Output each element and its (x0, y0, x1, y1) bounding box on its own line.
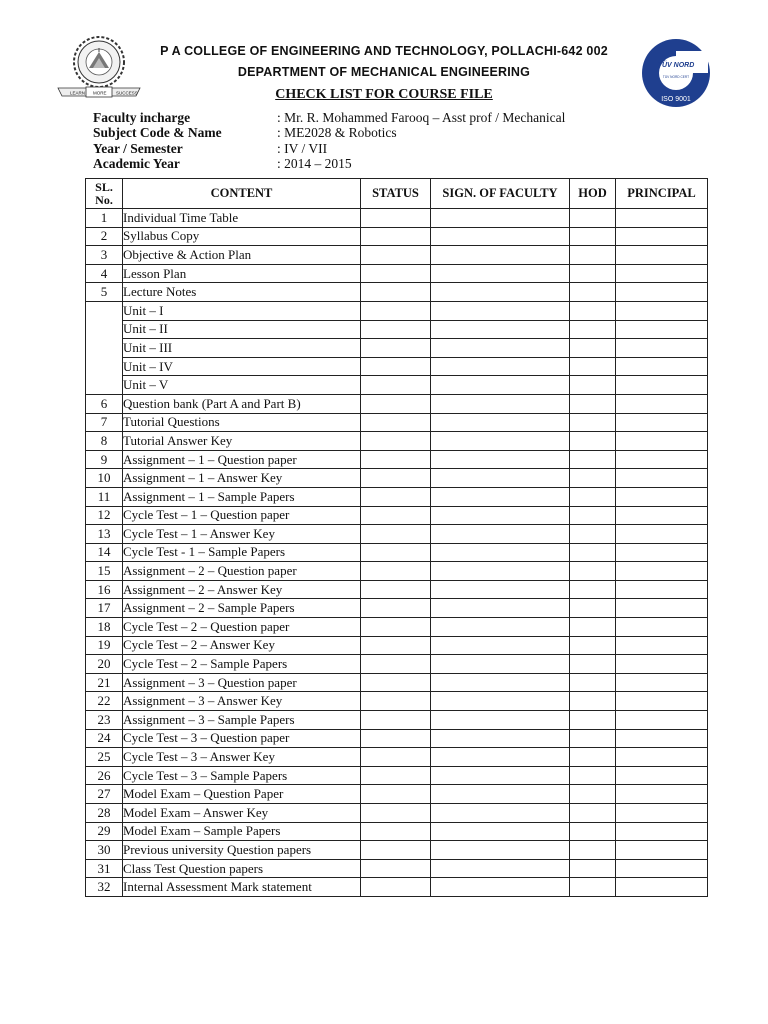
ribbon-word-3: SUCCESS (116, 90, 138, 96)
content-cell: Unit – I (123, 301, 361, 320)
status-cell (361, 785, 431, 804)
sl-no-cell: 25 (86, 748, 123, 767)
hod-cell (570, 766, 616, 785)
status-cell (361, 450, 431, 469)
principal-cell (616, 376, 708, 395)
table-row (86, 506, 708, 525)
sl-no-cell: 26 (86, 766, 123, 785)
header-status: STATUS (361, 179, 431, 209)
info-value: : ME2028 & Robotics (277, 125, 397, 141)
sign-faculty-cell (431, 413, 570, 432)
hod-cell (570, 301, 616, 320)
content-cell: Cycle Test – 3 – Question paper (123, 729, 361, 748)
hod-cell (570, 450, 616, 469)
content-cell: Class Test Question papers (123, 859, 361, 878)
table-row (86, 618, 708, 637)
hod-cell (570, 599, 616, 618)
info-row-year-semester (93, 141, 693, 156)
table-row (86, 766, 708, 785)
status-cell (361, 432, 431, 451)
principal-cell (616, 804, 708, 823)
sl-no-cell: 32 (86, 878, 123, 897)
principal-cell (616, 636, 708, 655)
table-row (86, 487, 708, 506)
sl-no-cell: 27 (86, 785, 123, 804)
status-cell (361, 618, 431, 637)
sign-faculty-cell (431, 841, 570, 860)
sl-no-cell: 18 (86, 618, 123, 637)
table-row (86, 450, 708, 469)
principal-cell (616, 357, 708, 376)
status-cell (361, 655, 431, 674)
hod-cell (570, 469, 616, 488)
table-row (86, 543, 708, 562)
cert-small-text: TÜV NORD CERT (662, 75, 690, 79)
hod-cell (570, 580, 616, 599)
principal-cell (616, 525, 708, 544)
table-row (86, 301, 708, 320)
sl-no-cell: 2 (86, 227, 123, 246)
status-cell (361, 711, 431, 730)
status-cell (361, 878, 431, 897)
content-cell: Unit – IV (123, 357, 361, 376)
table-header-row (86, 179, 708, 209)
status-cell (361, 599, 431, 618)
sign-faculty-cell (431, 878, 570, 897)
hod-cell (570, 673, 616, 692)
college-logo (56, 34, 142, 102)
sign-faculty-cell (431, 766, 570, 785)
hod-cell (570, 394, 616, 413)
header-principal: PRINCIPAL (616, 179, 708, 209)
document-title (150, 87, 618, 103)
sl-no-cell: 3 (86, 246, 123, 265)
hod-cell (570, 729, 616, 748)
table-row (86, 432, 708, 451)
department-name: DEPARTMENT OF MECHANICAL ENGINEERING (237, 65, 531, 79)
hod-cell (570, 636, 616, 655)
status-cell (361, 227, 431, 246)
hod-cell (570, 413, 616, 432)
status-cell (361, 673, 431, 692)
sign-faculty-cell (431, 339, 570, 358)
table-row (86, 562, 708, 581)
content-cell: Unit – II (123, 320, 361, 339)
sl-no-cell: 11 (86, 487, 123, 506)
table-row (86, 748, 708, 767)
sl-no-cell: 13 (86, 525, 123, 544)
sl-no-cell: 21 (86, 673, 123, 692)
principal-cell (616, 227, 708, 246)
status-cell (361, 506, 431, 525)
table-row (86, 320, 708, 339)
sl-no-cell: 19 (86, 636, 123, 655)
principal-cell (616, 209, 708, 228)
sign-faculty-cell (431, 320, 570, 339)
status-cell (361, 339, 431, 358)
hod-cell (570, 822, 616, 841)
content-cell: Internal Assessment Mark statement (123, 878, 361, 897)
principal-cell (616, 580, 708, 599)
hod-cell (570, 859, 616, 878)
ribbon-word-1: LEARN (70, 90, 86, 96)
status-cell (361, 301, 431, 320)
sign-faculty-cell (431, 506, 570, 525)
table-row (86, 413, 708, 432)
table-row (86, 246, 708, 265)
iso-cert-logo (638, 38, 714, 108)
sl-no-cell: 24 (86, 729, 123, 748)
principal-cell (616, 487, 708, 506)
sign-faculty-cell (431, 357, 570, 376)
hod-cell (570, 878, 616, 897)
table-row (86, 822, 708, 841)
principal-cell (616, 432, 708, 451)
content-cell: Lecture Notes (123, 283, 361, 302)
sign-faculty-cell (431, 804, 570, 823)
content-cell: Unit – III (123, 339, 361, 358)
info-value: : IV / VII (277, 140, 328, 156)
status-cell (361, 692, 431, 711)
table-row (86, 227, 708, 246)
status-cell (361, 729, 431, 748)
info-value: : Mr. R. Mohammed Farooq – Asst prof / Mechanical (277, 110, 566, 125)
content-cell: Assignment – 2 – Sample Papers (123, 599, 361, 618)
gear-emblem (74, 37, 124, 87)
principal-cell (616, 562, 708, 581)
content-cell: Cycle Test – 2 – Question paper (123, 618, 361, 637)
principal-cell (616, 618, 708, 637)
principal-cell (616, 543, 708, 562)
content-cell: Assignment – 3 – Sample Papers (123, 711, 361, 730)
hod-cell (570, 785, 616, 804)
hod-cell (570, 246, 616, 265)
header-sl-line2: No. (95, 192, 113, 207)
sign-faculty-cell (431, 729, 570, 748)
info-row-subject (93, 125, 693, 140)
sl-no-cell: 20 (86, 655, 123, 674)
sign-faculty-cell (431, 543, 570, 562)
sl-no-cell: 12 (86, 506, 123, 525)
table-row (86, 804, 708, 823)
sign-faculty-cell (431, 487, 570, 506)
header-content: CONTENT (123, 179, 361, 209)
table-row (86, 376, 708, 395)
principal-cell (616, 841, 708, 860)
hod-cell (570, 525, 616, 544)
sign-faculty-cell (431, 469, 570, 488)
info-label: Academic Year (93, 155, 180, 171)
table-row (86, 729, 708, 748)
sl-no-cell: 31 (86, 859, 123, 878)
content-cell: Assignment – 3 – Answer Key (123, 692, 361, 711)
principal-cell (616, 413, 708, 432)
content-cell: Cycle Test – 1 – Question paper (123, 506, 361, 525)
sign-faculty-cell (431, 599, 570, 618)
info-row-faculty (93, 110, 693, 125)
content-cell: Question bank (Part A and Part B) (123, 394, 361, 413)
hod-cell (570, 339, 616, 358)
table-row (86, 878, 708, 897)
hod-cell (570, 487, 616, 506)
checklist-table (85, 178, 708, 897)
status-cell (361, 376, 431, 395)
cert-iso-label: ISO 9001 (661, 96, 691, 103)
principal-cell (616, 469, 708, 488)
table-row (86, 209, 708, 228)
principal-cell (616, 599, 708, 618)
status-cell (361, 859, 431, 878)
header-sl-line1: SL. (95, 179, 113, 194)
hod-cell (570, 562, 616, 581)
status-cell (361, 394, 431, 413)
principal-cell (616, 655, 708, 674)
content-cell: Cycle Test - 1 – Sample Papers (123, 543, 361, 562)
table-row (86, 785, 708, 804)
sl-no-cell: 7 (86, 413, 123, 432)
sign-faculty-cell (431, 283, 570, 302)
sign-faculty-cell (431, 655, 570, 674)
principal-cell (616, 859, 708, 878)
sign-faculty-cell (431, 618, 570, 637)
content-cell: Assignment – 2 – Answer Key (123, 580, 361, 599)
principal-cell (616, 264, 708, 283)
principal-cell (616, 711, 708, 730)
content-cell: Individual Time Table (123, 209, 361, 228)
principal-cell (616, 878, 708, 897)
principal-cell (616, 785, 708, 804)
hod-cell (570, 320, 616, 339)
cert-brand: TÜV NORD (657, 62, 695, 69)
content-cell: Assignment – 3 – Question paper (123, 673, 361, 692)
sl-no-cell: 16 (86, 580, 123, 599)
sign-faculty-cell (431, 673, 570, 692)
status-cell (361, 562, 431, 581)
info-label: Subject Code & Name (93, 125, 222, 141)
status-cell (361, 264, 431, 283)
sl-no-cell: 15 (86, 562, 123, 581)
sl-no-cell: 22 (86, 692, 123, 711)
principal-cell (616, 506, 708, 525)
info-label: Faculty incharge (93, 110, 191, 125)
sl-no-cell (86, 301, 123, 394)
sl-no-cell: 1 (86, 209, 123, 228)
info-value: : 2014 – 2015 (277, 155, 352, 171)
content-cell: Assignment – 1 – Sample Papers (123, 487, 361, 506)
table-row (86, 841, 708, 860)
principal-cell (616, 394, 708, 413)
hod-cell (570, 655, 616, 674)
sl-no-cell: 6 (86, 394, 123, 413)
principal-cell (616, 320, 708, 339)
status-cell (361, 469, 431, 488)
status-cell (361, 413, 431, 432)
content-cell: Assignment – 1 – Question paper (123, 450, 361, 469)
status-cell (361, 636, 431, 655)
status-cell (361, 357, 431, 376)
sign-faculty-cell (431, 227, 570, 246)
course-info (93, 110, 693, 171)
sign-faculty-cell (431, 859, 570, 878)
table-row (86, 339, 708, 358)
status-cell (361, 246, 431, 265)
principal-cell (616, 729, 708, 748)
sign-faculty-cell (431, 580, 570, 599)
sl-no-cell: 28 (86, 804, 123, 823)
sign-faculty-cell (431, 209, 570, 228)
table-row (86, 636, 708, 655)
content-cell: Model Exam – Answer Key (123, 804, 361, 823)
header-hod: HOD (570, 179, 616, 209)
header-sign-faculty: SIGN. OF FACULTY (431, 179, 570, 209)
table-row (86, 580, 708, 599)
table-row (86, 673, 708, 692)
sign-faculty-cell (431, 785, 570, 804)
sign-faculty-cell (431, 822, 570, 841)
sl-no-cell: 4 (86, 264, 123, 283)
principal-cell (616, 748, 708, 767)
table-row (86, 525, 708, 544)
table-row (86, 692, 708, 711)
status-cell (361, 766, 431, 785)
sign-faculty-cell (431, 432, 570, 451)
principal-cell (616, 301, 708, 320)
document-title-text: CHECK LIST FOR COURSE FILE (275, 87, 493, 102)
content-cell: Syllabus Copy (123, 227, 361, 246)
principal-cell (616, 673, 708, 692)
principal-cell (616, 246, 708, 265)
table-row (86, 394, 708, 413)
sl-no-cell: 14 (86, 543, 123, 562)
hod-cell (570, 357, 616, 376)
sl-no-cell: 9 (86, 450, 123, 469)
content-cell: Cycle Test – 1 – Answer Key (123, 525, 361, 544)
sign-faculty-cell (431, 636, 570, 655)
sign-faculty-cell (431, 394, 570, 413)
status-cell (361, 525, 431, 544)
content-cell: Tutorial Questions (123, 413, 361, 432)
hod-cell (570, 804, 616, 823)
status-cell (361, 804, 431, 823)
principal-cell (616, 339, 708, 358)
sl-no-cell: 29 (86, 822, 123, 841)
status-cell (361, 283, 431, 302)
principal-cell (616, 692, 708, 711)
content-cell: Cycle Test – 2 – Answer Key (123, 636, 361, 655)
table-row (86, 283, 708, 302)
content-cell: Model Exam – Question Paper (123, 785, 361, 804)
content-cell: Unit – V (123, 376, 361, 395)
status-cell (361, 209, 431, 228)
hod-cell (570, 692, 616, 711)
table-row (86, 469, 708, 488)
sign-faculty-cell (431, 376, 570, 395)
hod-cell (570, 227, 616, 246)
hod-cell (570, 748, 616, 767)
hod-cell (570, 283, 616, 302)
content-cell: Lesson Plan (123, 264, 361, 283)
content-cell: Cycle Test – 2 – Sample Papers (123, 655, 361, 674)
content-cell: Cycle Test – 3 – Sample Papers (123, 766, 361, 785)
hod-cell (570, 432, 616, 451)
principal-cell (616, 283, 708, 302)
info-label: Year / Semester (93, 140, 183, 156)
status-cell (361, 487, 431, 506)
status-cell (361, 748, 431, 767)
header-sl-no (86, 179, 123, 209)
sl-no-cell: 5 (86, 283, 123, 302)
status-cell (361, 841, 431, 860)
hod-cell (570, 618, 616, 637)
sign-faculty-cell (431, 301, 570, 320)
table-row (86, 711, 708, 730)
sign-faculty-cell (431, 711, 570, 730)
content-cell: Tutorial Answer Key (123, 432, 361, 451)
content-cell: Assignment – 1 – Answer Key (123, 469, 361, 488)
sign-faculty-cell (431, 246, 570, 265)
sign-faculty-cell (431, 692, 570, 711)
hod-cell (570, 209, 616, 228)
sign-faculty-cell (431, 525, 570, 544)
sl-no-cell: 23 (86, 711, 123, 730)
sign-faculty-cell (431, 748, 570, 767)
hod-cell (570, 711, 616, 730)
content-cell: Assignment – 2 – Question paper (123, 562, 361, 581)
status-cell (361, 320, 431, 339)
table-row (86, 859, 708, 878)
hod-cell (570, 264, 616, 283)
sign-faculty-cell (431, 562, 570, 581)
status-cell (361, 580, 431, 599)
principal-cell (616, 822, 708, 841)
sign-faculty-cell (431, 450, 570, 469)
hod-cell (570, 376, 616, 395)
sl-no-cell: 30 (86, 841, 123, 860)
table-row (86, 655, 708, 674)
info-row-academic-year (93, 156, 693, 171)
principal-cell (616, 766, 708, 785)
content-cell: Previous university Question papers (123, 841, 361, 860)
ribbon-word-2: MORE (93, 90, 107, 96)
sl-no-cell: 10 (86, 469, 123, 488)
status-cell (361, 822, 431, 841)
checklist-body (86, 209, 708, 897)
principal-cell (616, 450, 708, 469)
sign-faculty-cell (431, 264, 570, 283)
sl-no-cell: 17 (86, 599, 123, 618)
table-row (86, 264, 708, 283)
content-cell: Model Exam – Sample Papers (123, 822, 361, 841)
college-name: P A COLLEGE OF ENGINEERING AND TECHNOLOGY, POLLACHI-642 002 (160, 44, 608, 58)
sl-no-cell: 8 (86, 432, 123, 451)
content-cell: Cycle Test – 3 – Answer Key (123, 748, 361, 767)
table-row (86, 599, 708, 618)
status-cell (361, 543, 431, 562)
content-cell: Objective & Action Plan (123, 246, 361, 265)
hod-cell (570, 543, 616, 562)
hod-cell (570, 841, 616, 860)
table-row (86, 357, 708, 376)
hod-cell (570, 506, 616, 525)
